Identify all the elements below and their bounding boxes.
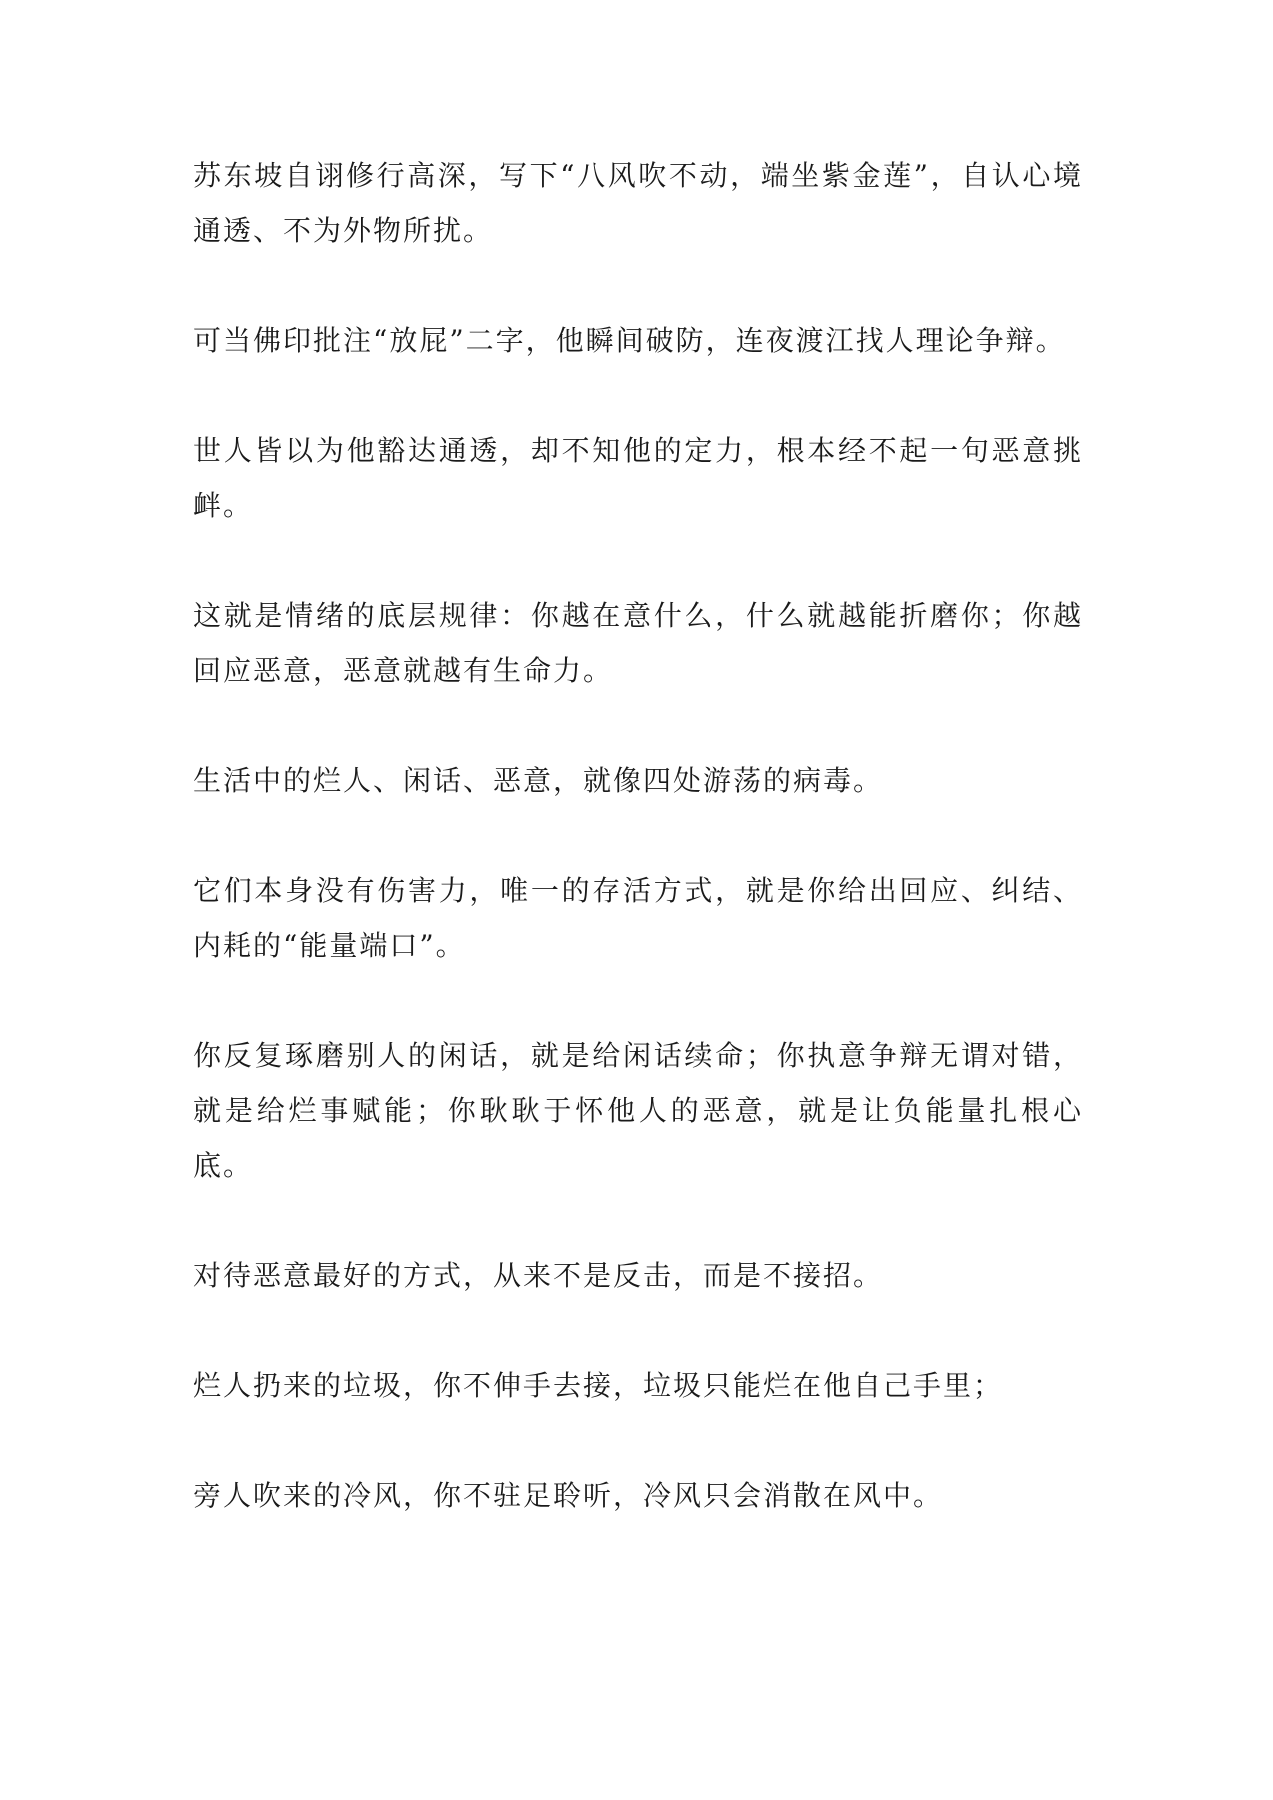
paragraph-6: 它们本身没有伤害力，唯一的存活方式，就是你给出回应、纠结、内耗的“能量端口”。 xyxy=(193,874,1083,962)
document-body xyxy=(193,148,1083,1523)
paragraph-8: 对待恶意最好的方式，从来不是反击，而是不接招。 xyxy=(193,1259,884,1292)
paragraph-1: 苏东坡自诩修行高深，写下“八风吹不动，端坐紫金莲”，自认心境通透、不为外物所扰。 xyxy=(193,159,1083,247)
paragraph-9: 烂人扔来的垃圾，你不伸手去接，垃圾只能烂在他自己手里； xyxy=(193,1369,1004,1402)
paragraph-4: 这就是情绪的底层规律：你越在意什么，什么就越能折磨你；你越回应恶意，恶意就越有生命力。 xyxy=(193,599,1083,687)
paragraph-10: 旁人吹来的冷风，你不驻足聆听，冷风只会消散在风中。 xyxy=(193,1479,944,1512)
paragraph-5: 生活中的烂人、闲话、恶意，就像四处游荡的病毒。 xyxy=(193,764,884,797)
paragraph-2: 可当佛印批注“放屁”二字，他瞬间破防，连夜渡江找人理论争辩。 xyxy=(193,324,1066,357)
paragraph-3: 世人皆以为他豁达通透，却不知他的定力，根本经不起一句恶意挑衅。 xyxy=(193,434,1083,522)
paragraph-7: 你反复琢磨别人的闲话，就是给闲话续命；你执意争辩无谓对错，就是给烂事赋能；你耿耿于怀他人的恶意，就是让负能量扎根心底。 xyxy=(193,1039,1083,1182)
